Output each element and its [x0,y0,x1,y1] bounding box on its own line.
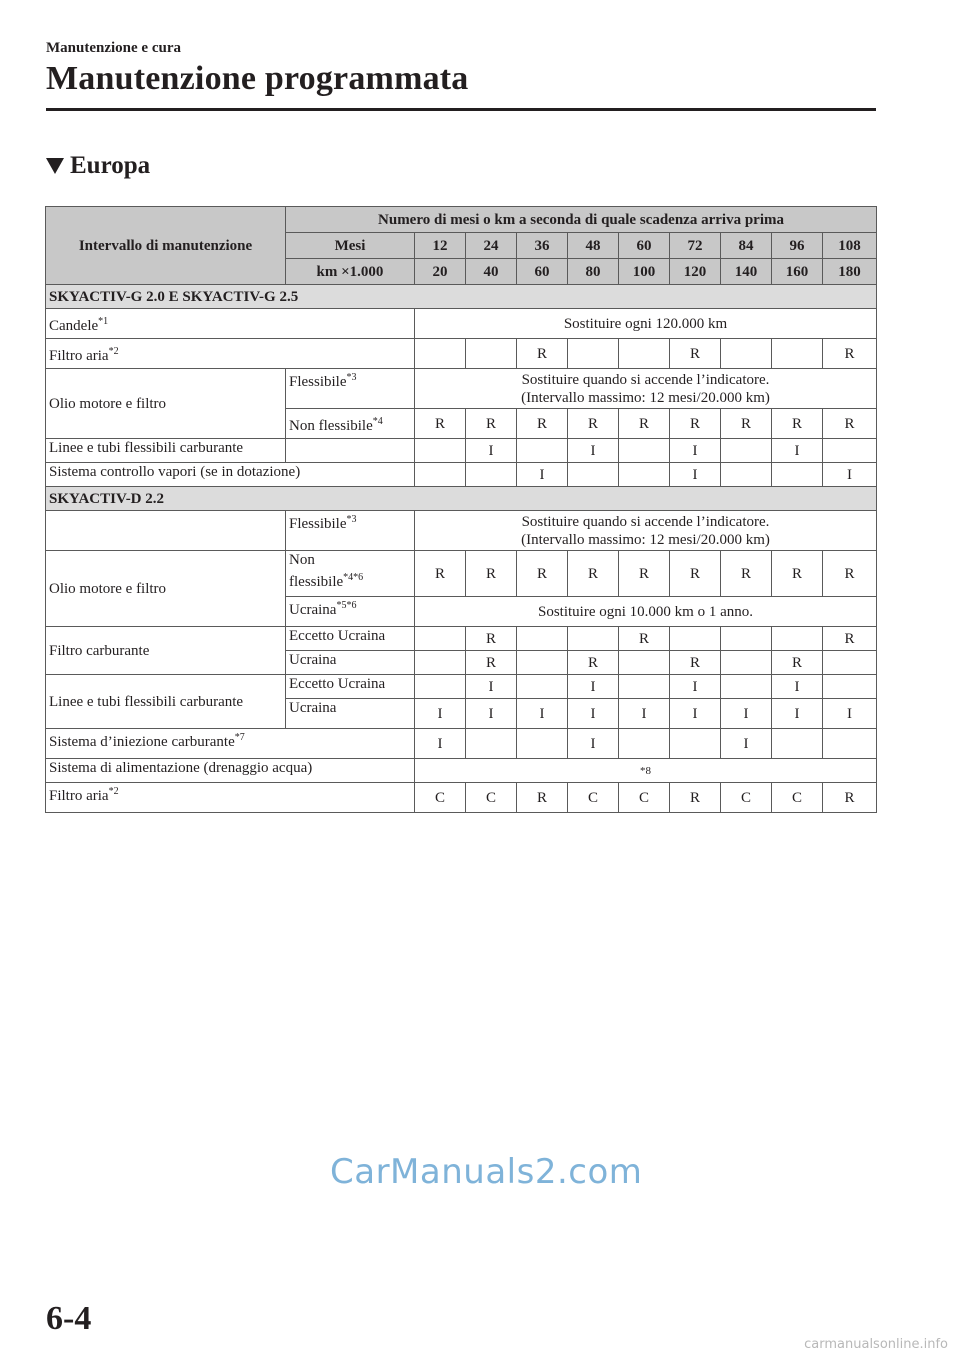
value-cell [670,729,721,759]
value-cell: I [466,439,517,463]
row-label: Filtro aria$^{*2}$ [46,339,415,369]
value-cell [415,675,466,699]
km-cell: 180 [823,259,877,285]
value-cell [415,627,466,651]
row-text: Sostituire quando si accende l’indicatore. (Intervallo massimo: 12 mesi/20.000 km) [415,369,877,409]
value-cell [823,439,877,463]
value-cell [619,339,670,369]
empty-cell [46,511,286,551]
table-row-filtro-aria [46,339,877,369]
value-cell: R [517,783,568,813]
row-text: Sostituire quando si accende l’indicatore. (Intervallo massimo: 12 mesi/20.000 km) [415,511,877,551]
table-row-olio-flessibile [46,369,877,409]
row-label: Sistema d’iniezione carburante$^{*7}$ [46,729,415,759]
value-cell: R [568,551,619,597]
value-cell: R [517,551,568,597]
row-label: Linee e tubi flessibili carburante [46,675,286,729]
month-cell: 60 [619,233,670,259]
value-cell: R [466,551,517,597]
value-cell [466,339,517,369]
value-cell [517,675,568,699]
value-cell: I [721,699,772,729]
value-cell [823,675,877,699]
table-row-alimentazione [46,759,877,783]
value-cell: R [823,783,877,813]
value-cell [721,651,772,675]
value-cell: R [772,409,823,439]
value-cell: I [466,699,517,729]
section-row-diesel [46,487,877,511]
value-cell [823,651,877,675]
subheading [46,152,150,180]
value-cell [568,339,619,369]
value-cell: R [517,339,568,369]
value-cell: R [670,651,721,675]
row-label: Olio motore e filtro [46,369,286,439]
value-cell: R [721,409,772,439]
value-cell [568,463,619,487]
header-row-span [46,207,877,233]
month-cell: 96 [772,233,823,259]
value-cell: I [670,463,721,487]
km-cell: 40 [466,259,517,285]
value-cell: R [670,339,721,369]
value-cell [619,729,670,759]
sub-label: Flessibile$^{*3}$ [286,511,415,551]
page-number: 6-4 [46,1300,92,1337]
months-label: Mesi [286,233,415,259]
value-cell: I [619,699,670,729]
row-label: Linee e tubi flessibili carburante [46,439,286,463]
row-label: Filtro aria$^{*2}$ [46,783,415,813]
table-row-candele [46,309,877,339]
row-label: Olio motore e filtro [46,551,286,627]
value-cell [619,439,670,463]
value-cell: R [721,551,772,597]
sub-label: Non flessibile$^{*4}$ [286,409,415,439]
value-cell: I [415,699,466,729]
value-cell: I [466,675,517,699]
value-cell: R [568,651,619,675]
sub-label: Eccetto Ucraina [286,675,415,699]
value-cell [466,729,517,759]
value-cell [415,463,466,487]
table-row-d-filtro-aria [46,783,877,813]
value-cell: C [466,783,517,813]
title-rule [46,108,876,111]
table-row-linee [46,439,877,463]
value-cell: R [670,783,721,813]
table-row-fc-eccetto [46,627,877,651]
value-cell: I [670,439,721,463]
sub-label: Ucraina$^{*5*6}$ [286,597,415,627]
value-cell [721,339,772,369]
value-cell: I [568,439,619,463]
row-label: Candele$^{*1}$ [46,309,415,339]
span-header: Numero di mesi o km a seconda di quale scadenza arriva prima [286,207,877,233]
km-cell: 20 [415,259,466,285]
month-cell: 108 [823,233,877,259]
value-cell [415,651,466,675]
empty-cell [286,439,415,463]
value-cell: R [772,551,823,597]
value-cell [415,339,466,369]
month-cell: 84 [721,233,772,259]
km-cell: 60 [517,259,568,285]
value-cell: I [568,729,619,759]
value-cell [517,627,568,651]
value-cell: R [619,627,670,651]
value-cell: I [772,699,823,729]
value-cell: R [772,651,823,675]
value-cell: R [568,409,619,439]
value-cell: I [823,699,877,729]
watermark: CarManuals2.com [330,1152,643,1192]
month-cell: 72 [670,233,721,259]
value-cell [772,339,823,369]
section-row-gasoline [46,285,877,309]
subheading-text: Europa [70,152,151,179]
sub-label: Non flessibile$^{*4*6}$ [286,551,415,597]
table-row-d-flessibile [46,511,877,551]
value-cell: I [415,729,466,759]
value-cell: I [823,463,877,487]
km-cell: 160 [772,259,823,285]
value-cell: C [721,783,772,813]
km-cell: 100 [619,259,670,285]
value-cell: R [823,551,877,597]
value-cell: R [466,627,517,651]
table-row-vapori [46,463,877,487]
row-label: Sistema di alimentazione (drenaggio acqua) [46,759,415,783]
value-cell: R [517,409,568,439]
value-cell: I [772,675,823,699]
row-label: Sistema controllo vapori (se in dotazione) [46,463,415,487]
table-row-dl-eccetto [46,675,877,699]
value-cell: I [721,729,772,759]
month-cell: 48 [568,233,619,259]
value-cell: I [568,675,619,699]
value-cell [721,439,772,463]
value-cell [721,627,772,651]
section-title: SKYACTIV-D 2.2 [46,487,877,511]
value-cell: R [823,409,877,439]
row-label: Filtro carburante [46,627,286,675]
value-cell: I [517,463,568,487]
value-cell: C [568,783,619,813]
value-cell: R [466,409,517,439]
value-cell: R [415,551,466,597]
sub-label: Ucraina [286,699,415,729]
interval-header: Intervallo di manutenzione [46,207,286,285]
value-cell [619,675,670,699]
value-cell: R [415,409,466,439]
value-cell: I [517,699,568,729]
value-cell [772,627,823,651]
sub-label: Flessibile$^{*3}$ [286,369,415,409]
value-cell: C [772,783,823,813]
value-cell [619,463,670,487]
value-cell [721,463,772,487]
value-cell: I [670,699,721,729]
value-cell [517,651,568,675]
value-cell: R [670,551,721,597]
value-cell [772,729,823,759]
value-cell [772,463,823,487]
value-cell [721,675,772,699]
value-cell: C [619,783,670,813]
km-cell: 140 [721,259,772,285]
value-cell [415,439,466,463]
sub-label: Ucraina [286,651,415,675]
value-cell: I [772,439,823,463]
value-cell [568,627,619,651]
triangle-down-icon [46,158,64,174]
value-cell: R [823,339,877,369]
value-cell: I [568,699,619,729]
page-title: Manutenzione programmata [46,60,469,97]
maintenance-table [45,206,877,813]
value-cell [619,651,670,675]
value-cell [517,439,568,463]
footer-site: carmanualsonline.info [804,1337,948,1352]
km-label: km ×1.000 [286,259,415,285]
section-title: SKYACTIV-G 2.0 E SKYACTIV-G 2.5 [46,285,877,309]
value-cell [823,729,877,759]
value-cell: R [619,551,670,597]
value-cell: C [415,783,466,813]
value-cell [670,627,721,651]
month-cell: 24 [466,233,517,259]
value-cell [466,463,517,487]
km-cell: 80 [568,259,619,285]
value-cell [517,729,568,759]
section-label: Manutenzione e cura [46,40,181,56]
value-cell: R [619,409,670,439]
row-text: Sostituire ogni 120.000 km [415,309,877,339]
value-cell: R [823,627,877,651]
value-cell: R [466,651,517,675]
value-cell: I [670,675,721,699]
value-cell: R [670,409,721,439]
row-text: Sostituire ogni 10.000 km o 1 anno. [415,597,877,627]
row-note: *8 [415,759,877,783]
table-row-iniezione [46,729,877,759]
month-cell: 12 [415,233,466,259]
km-cell: 120 [670,259,721,285]
table-row-d-non-flessibile [46,551,877,597]
sub-label: Eccetto Ucraina [286,627,415,651]
month-cell: 36 [517,233,568,259]
